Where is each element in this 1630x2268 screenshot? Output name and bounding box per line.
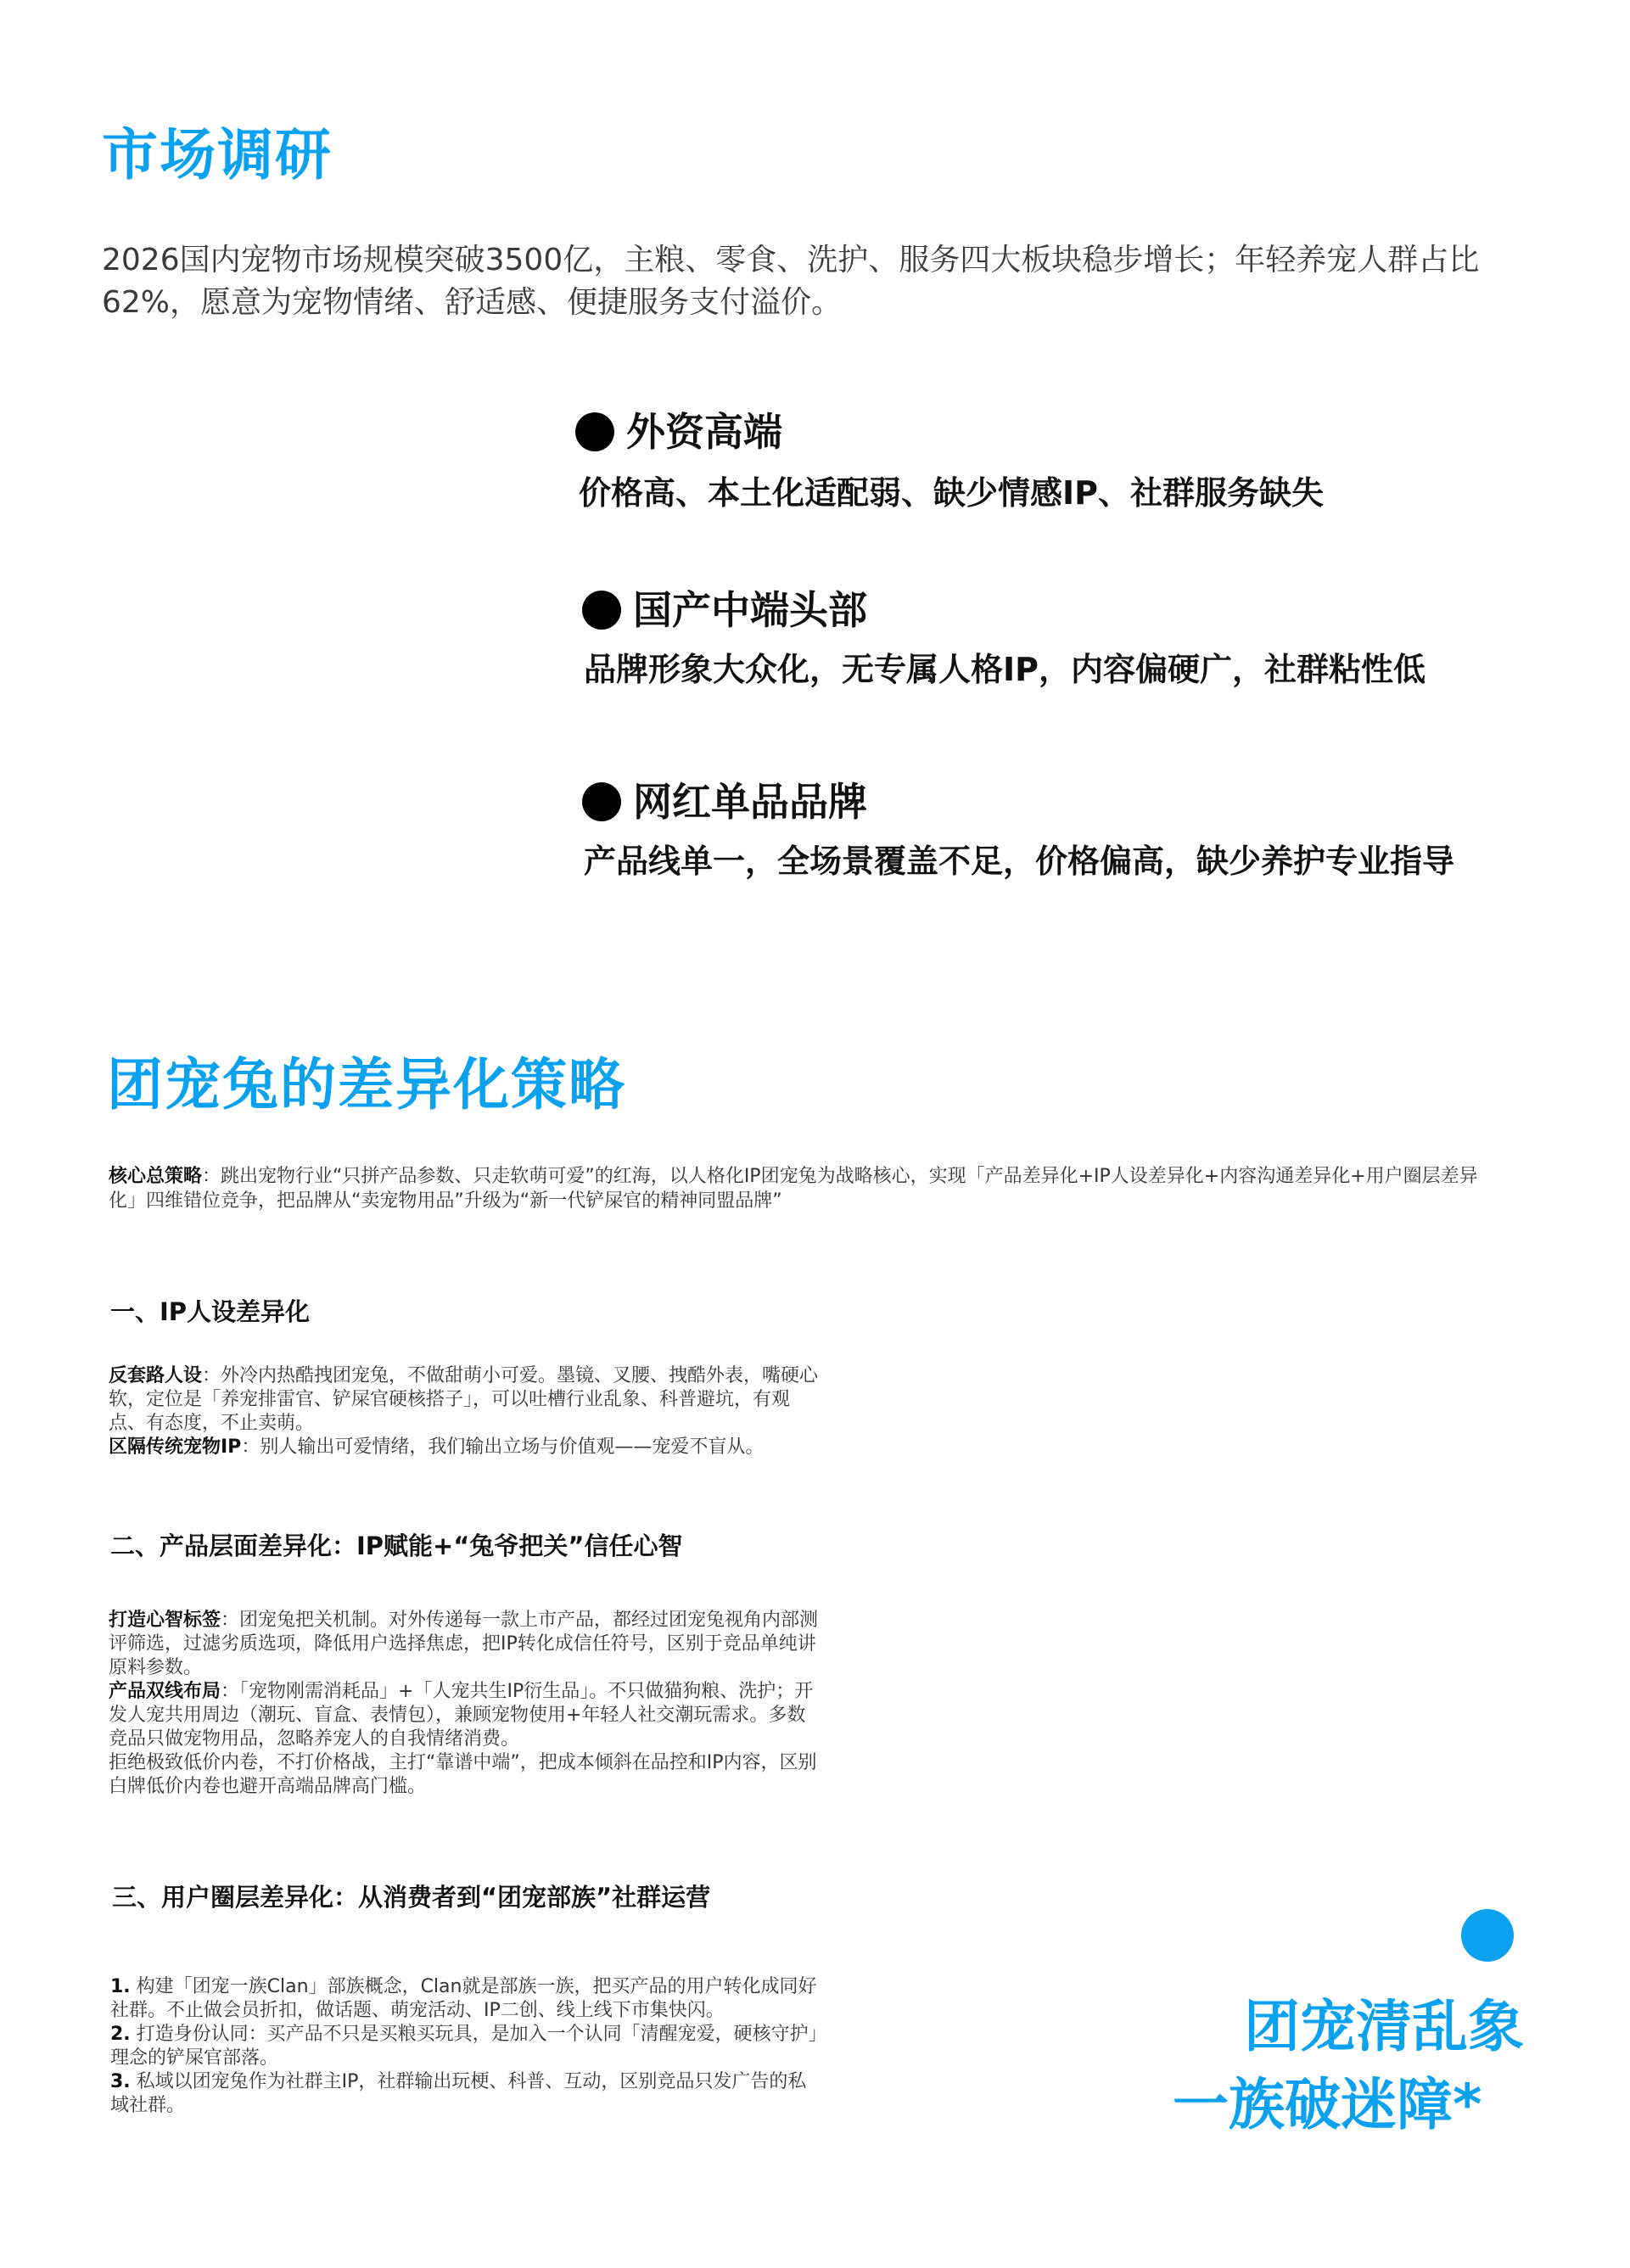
part1-paragraph bbox=[109, 1364, 821, 1436]
part2-paragraph: 拒绝极致低价内卷，不打价格战，主打“靠谱中端”，把成本倾斜在品控和IP内容，区别白牌低价内卷也避开高端品牌高门槛。 bbox=[109, 1752, 817, 1797]
list-item bbox=[110, 2023, 823, 2070]
list-text: 打造身份认同：买产品不只是买粮买玩具，是加入一个认同「清醒宠爱，硬核守护」理念的铲屎官部落。 bbox=[110, 2024, 818, 2069]
list-number: 1. bbox=[110, 1976, 131, 1997]
list-number: 2. bbox=[110, 2024, 131, 2045]
part2-body bbox=[109, 1609, 821, 1799]
competitor-block-foreign bbox=[575, 409, 782, 455]
part1-title: 一、IP人设差异化 bbox=[110, 1297, 311, 1326]
section-title-market-research: 市场调研 bbox=[102, 122, 333, 188]
paragraph-label: 反套路人设 bbox=[109, 1365, 203, 1386]
section-title-strategy: 团宠兔的差异化策略 bbox=[107, 1052, 626, 1117]
competitor-desc: 价格高、本土化适配弱、缺少情感IP、社群服务缺失 bbox=[579, 474, 1324, 512]
paragraph-text: ：外冷内热酷拽团宠兔，不做甜萌小可爱。墨镜、叉腰、拽酷外表，嘴硬心软，定位是「养宠排雷官、铲屎官硬核搭子」，可以吐槽行业乱象、科普避坑，有观点、有态度，不止卖萌。 bbox=[109, 1365, 819, 1434]
paragraph-label: 区隔传统宠物IP bbox=[109, 1436, 242, 1458]
competitor-title: 外资高端 bbox=[626, 409, 782, 455]
part2-paragraph bbox=[109, 1609, 821, 1680]
slogan-line-2: 一族破迷障* bbox=[1173, 2072, 1482, 2137]
competitor-block-domestic bbox=[582, 587, 867, 633]
list-item bbox=[110, 1975, 823, 2023]
competitor-desc: 品牌形象大众化，无专属人格IP，内容偏硬广，社群粘性低 bbox=[584, 651, 1426, 688]
paragraph-text: ：「宠物刚需消耗品」+「人宠共生IP衍生品」。不只做猫狗粮、洗护；开发人宠共用周边（潮玩、盲盒、表情包），兼顾宠物使用+年轻人社交潮玩需求。多数竞品只做宠物用品，忽略养宠人的自我情绪消费。 bbox=[109, 1681, 814, 1750]
part3-body bbox=[110, 1975, 823, 2118]
list-text: 私域以团宠兔作为社群主IP，社群输出玩梗、科普、互动，区别竞品只发广告的私域社群。 bbox=[110, 2071, 807, 2116]
competitor-title: 网红单品品牌 bbox=[633, 779, 867, 825]
competitor-desc: 产品线单一，全场景覆盖不足，价格偏高，缺少养护专业指导 bbox=[584, 843, 1455, 880]
bullet-dot-icon bbox=[582, 782, 621, 821]
slogan-line-1: 团宠清乱象 bbox=[1244, 1994, 1524, 2059]
part2-title: 二、产品层面差异化：IP赋能+“兔爷把关”信任心智 bbox=[110, 1532, 683, 1560]
part3-title: 三、用户圈层差异化：从消费者到“团宠部族”社群运营 bbox=[112, 1883, 711, 1912]
paragraph-label: 打造心智标签 bbox=[109, 1610, 221, 1631]
market-intro-paragraph: 2026国内宠物市场规模突破3500亿，主粮、零食、洗护、服务四大板块稳步增长；年轻养宠人群占比62%，愿意为宠物情绪、舒适感、便捷服务支付溢价。 bbox=[102, 243, 1480, 320]
list-number: 3. bbox=[110, 2071, 131, 2092]
competitor-block-influencer bbox=[582, 779, 867, 825]
paragraph-label: 产品双线布局 bbox=[109, 1681, 221, 1702]
list-text: 构建「团宠一族Clan」部族概念，Clan就是部族一族，把买产品的用户转化成同好社群。不止做会员折扣，做话题、萌宠活动、IP二创、线上线下市集快闪。 bbox=[110, 1976, 817, 2021]
part2-paragraph bbox=[109, 1680, 821, 1751]
core-strategy-text: ：跳出宠物行业“只拼产品参数、只走软萌可爱”的红海，以人格化IP团宠兔为战略核心，实现「产品差异化+IP人设差异化+内容沟通差异化+用户圈层差异化」四维错位竞争，把品牌从“卖宠物用品”升级为“新一代铲屎官的精神同盟品牌” bbox=[109, 1166, 1478, 1212]
paragraph-text: ：别人输出可爱情绪，我们输出立场与价值观——宠爱不盲从。 bbox=[241, 1436, 765, 1458]
bullet-dot-icon bbox=[575, 412, 614, 451]
bullet-dot-icon bbox=[582, 591, 621, 630]
core-strategy-label: 核心总策略 bbox=[109, 1166, 203, 1187]
list-item bbox=[110, 2070, 823, 2118]
part1-body bbox=[109, 1364, 821, 1459]
part1-paragraph bbox=[109, 1436, 821, 1459]
core-strategy-paragraph bbox=[109, 1164, 1483, 1213]
competitor-title: 国产中端头部 bbox=[633, 587, 867, 633]
decorative-circle-icon bbox=[1461, 1909, 1514, 1962]
paragraph-text: ：团宠兔把关机制。对外传递每一款上市产品，都经过团宠兔视角内部测评筛选，过滤劣质选项，降低用户选择焦虑，把IP转化成信任符号，区别于竞品单纯讲原料参数。 bbox=[109, 1610, 819, 1678]
